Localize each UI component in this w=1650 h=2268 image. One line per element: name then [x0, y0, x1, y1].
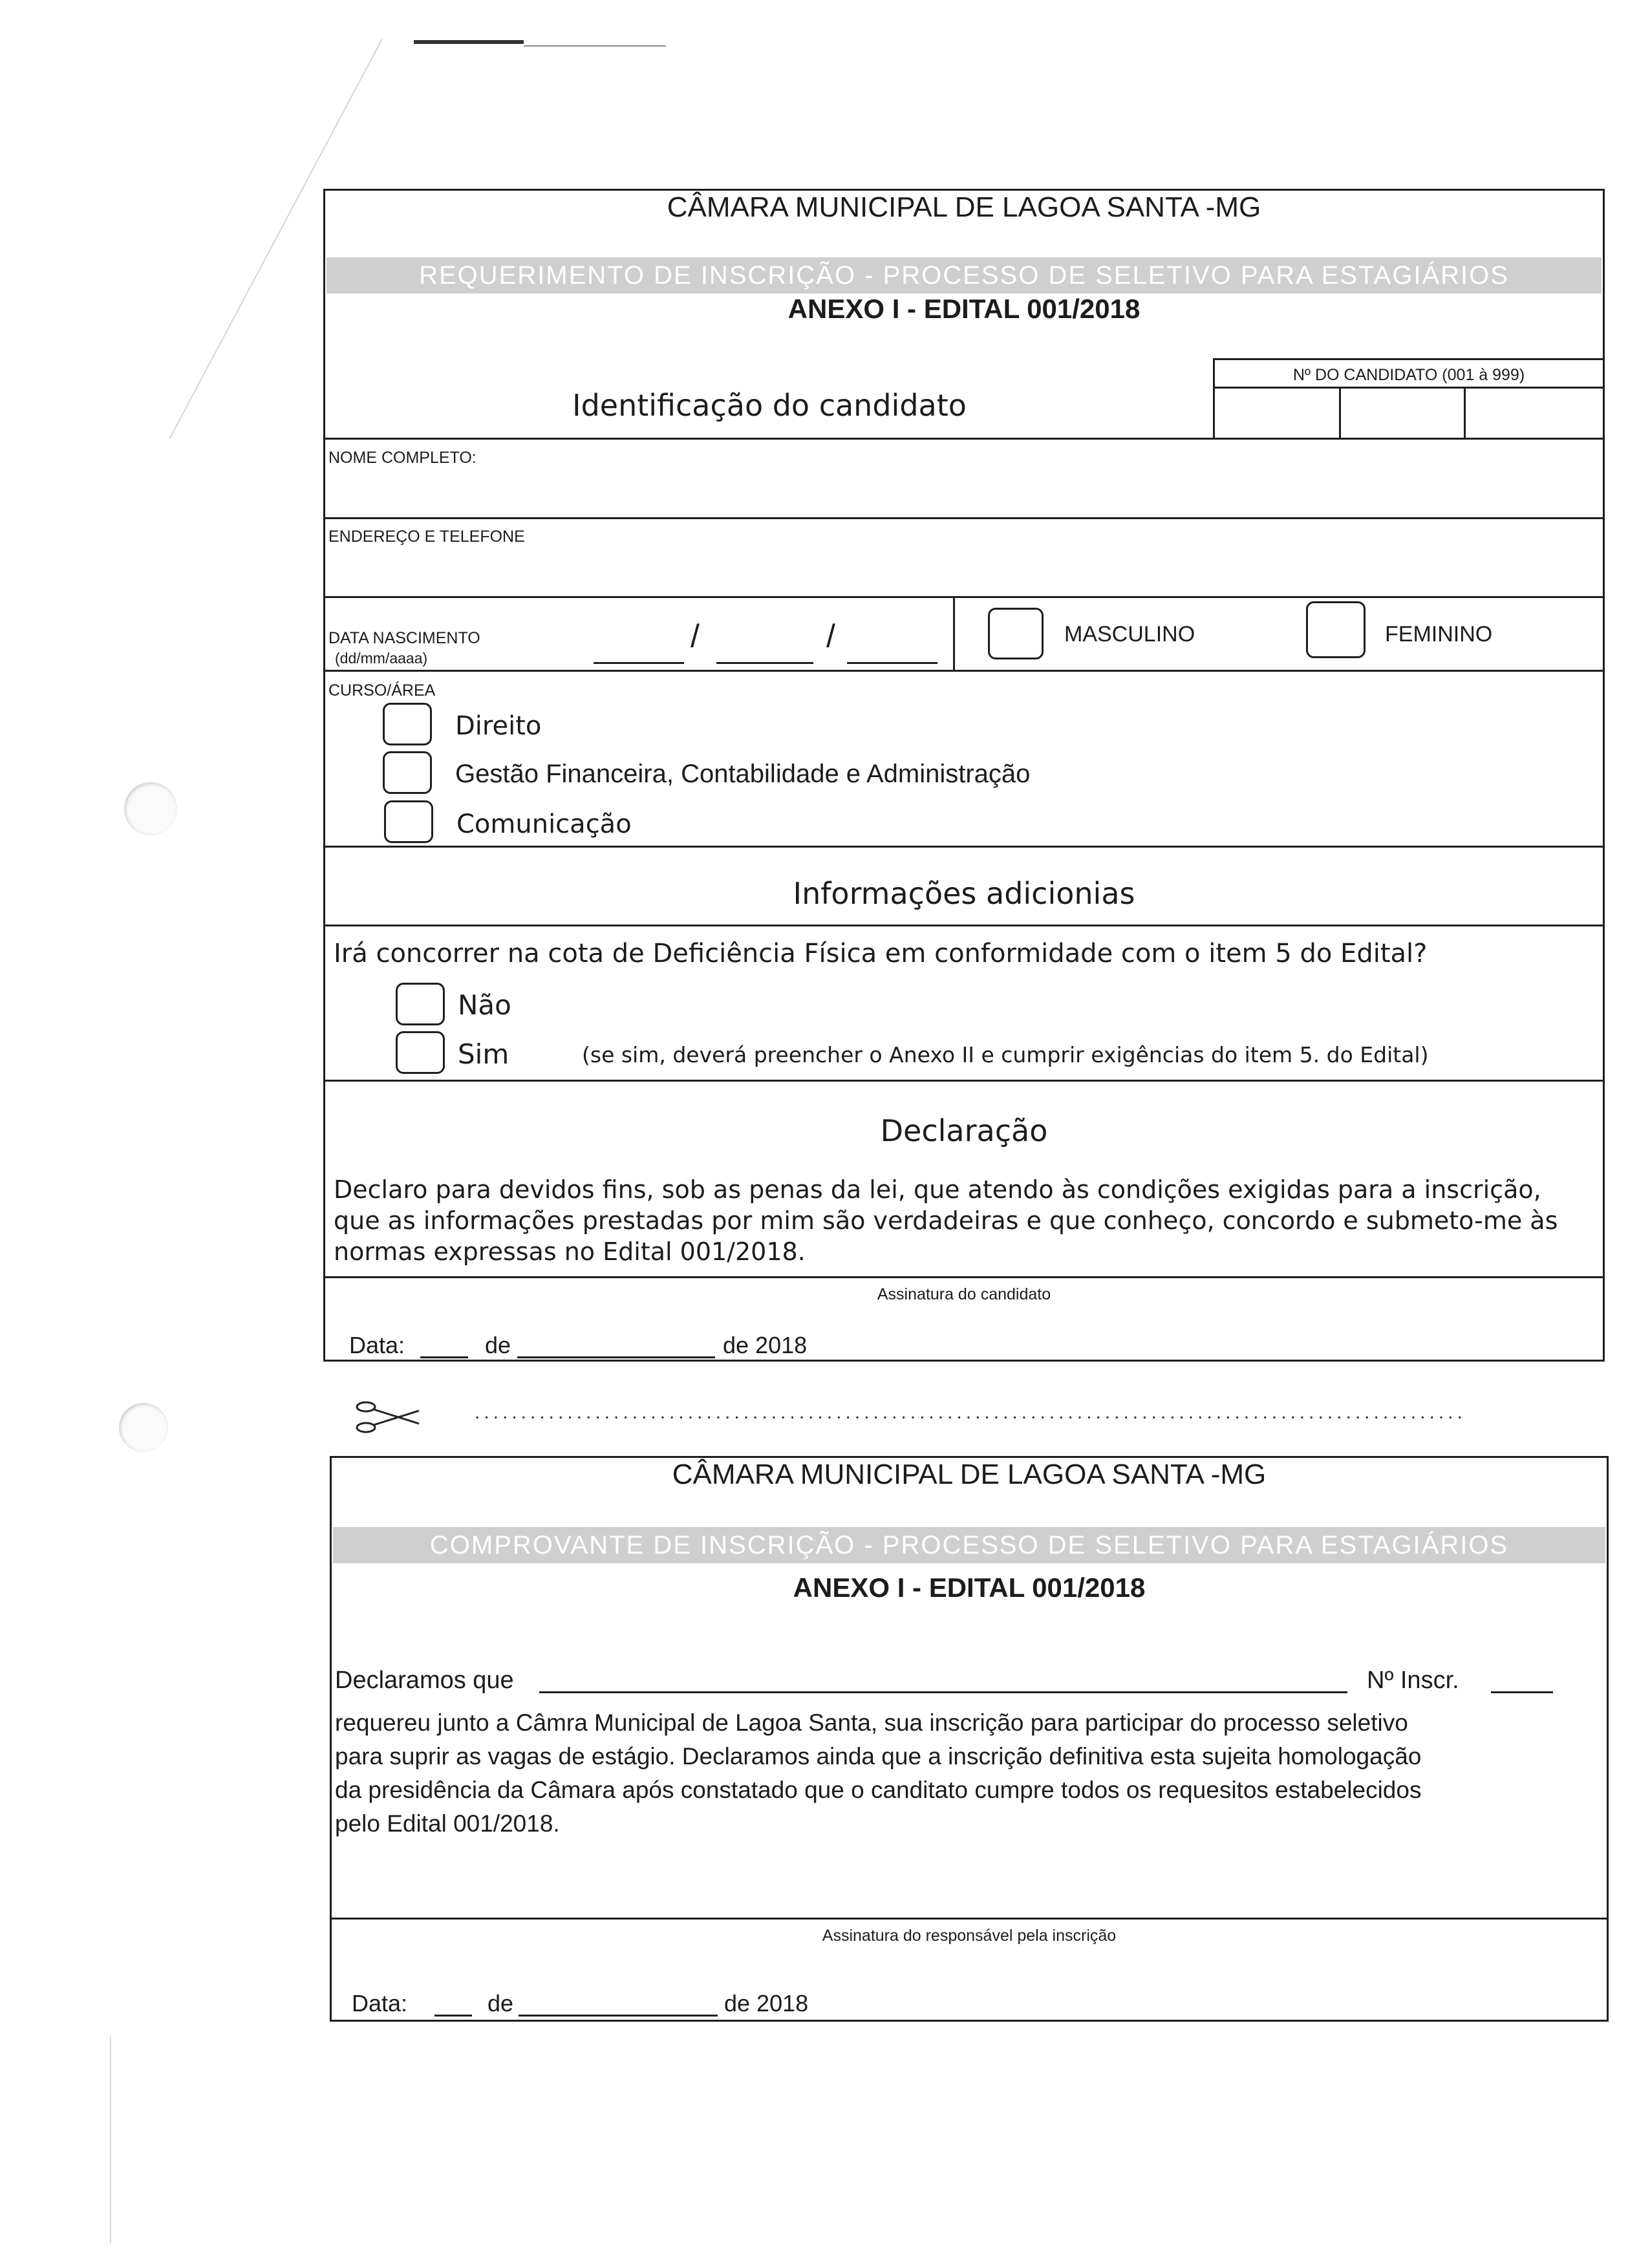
receipt-text-line: requereu junto a Câmra Municipal de Lagoa Santa, sua inscrição para participar do processo seletivo — [335, 1709, 1408, 1736]
form2-annex-title: ANEXO I - EDITAL 001/2018 — [793, 1572, 1146, 1603]
date-separator: / — [826, 618, 835, 654]
quota-no-checkbox[interactable] — [396, 983, 445, 1025]
birth-date-format: (dd/mm/aaaa) — [335, 650, 428, 667]
course-area-label: CURSO/ÁREA — [328, 681, 436, 700]
candidate-signature-label: Assinatura do candidato — [877, 1285, 1051, 1303]
inscription-number-field[interactable] — [1491, 1691, 1553, 1693]
punch-hole — [124, 782, 177, 835]
quota-yes-label: Sim — [458, 1038, 509, 1070]
receipt-text-line: da presidência da Câmara após constatado que o canditato cumpre todos os requesitos estabelecidos — [335, 1777, 1422, 1803]
date-separator: / — [691, 618, 700, 654]
declaration-text-line: Declaro para devidos fins, sob as penas da lei, que atendo às condições exigidas para a inscrição, — [334, 1175, 1541, 1204]
scan-mark — [414, 40, 524, 44]
form1-date-label: Data: — [349, 1332, 405, 1358]
course-checkbox-law[interactable] — [383, 703, 432, 745]
form2-date-label: Data: — [352, 1990, 408, 2017]
form1-date-of: de — [485, 1332, 511, 1358]
punch-hole — [119, 1403, 168, 1452]
form2-header: CÂMARA MUNICIPAL DE LAGOA SANTA -MG — [672, 1459, 1267, 1490]
declaration-section-title: Declaração — [880, 1113, 1048, 1148]
form1-date-day-field[interactable] — [420, 1356, 468, 1358]
quota-no-label: Não — [458, 989, 511, 1021]
form2-date-day-field[interactable] — [434, 2015, 472, 2017]
birth-day-field[interactable] — [594, 662, 684, 664]
candidate-number-digit-3[interactable] — [1466, 389, 1603, 438]
candidate-number-digit-2[interactable] — [1341, 389, 1462, 438]
full-name-field[interactable] — [517, 443, 1597, 514]
candidate-signature-field[interactable] — [711, 1280, 1228, 1306]
course-option-law: Direito — [455, 711, 542, 741]
birth-month-field[interactable] — [716, 662, 813, 664]
responsible-signature-label: Assinatura do responsável pela inscrição — [822, 1927, 1117, 1945]
form1-annex-title: ANEXO I - EDITAL 001/2018 — [788, 294, 1141, 324]
declare-prefix: Declaramos que — [335, 1667, 514, 1694]
inscription-number-label: Nº Inscr. — [1367, 1667, 1459, 1694]
additional-info-section-title: Informações adicionias — [793, 876, 1135, 911]
course-checkbox-finance[interactable] — [383, 751, 432, 794]
address-phone-label: ENDEREÇO E TELEFONE — [328, 528, 525, 546]
declaration-text-line: que as informações prestadas por mim são verdadeiras e que conheço, concordo e submeto-me às — [334, 1206, 1558, 1235]
form1-date-year: de 2018 — [723, 1332, 808, 1358]
candidate-name-field[interactable] — [539, 1691, 1347, 1693]
receipt-text-line: para suprir as vagas de estágio. Declaramos ainda que a inscrição definitiva esta sujeita homologação — [335, 1743, 1422, 1770]
candidate-number-label: Nº DO CANDIDATO (001 à 999) — [1292, 366, 1525, 384]
form2-banner: COMPROVANTE DE INSCRIÇÃO - PROCESSO DE SELETIVO PARA ESTAGIÁRIOS — [333, 1527, 1605, 1563]
birth-date-label: DATA NASCIMENTO — [328, 629, 480, 647]
paper-edge — [110, 2037, 111, 2243]
female-checkbox[interactable] — [1306, 601, 1366, 658]
receipt-text-line: pelo Edital 001/2018. — [335, 1810, 560, 1837]
form2-date-month-field[interactable] — [519, 2015, 718, 2017]
address-phone-field[interactable] — [550, 522, 1597, 594]
quota-question: Irá concorrer na cota de Deficiência Física em conformidade com o item 5 do Edital? — [334, 939, 1428, 968]
form1-header: CÂMARA MUNICIPAL DE LAGOA SANTA -MG — [667, 191, 1261, 223]
male-label: MASCULINO — [1064, 622, 1195, 647]
course-option-finance: Gestão Financeira, Contabilidade e Administração — [455, 760, 1031, 788]
responsible-signature-field[interactable] — [711, 1921, 1228, 1947]
course-checkbox-communication[interactable] — [384, 800, 433, 843]
course-option-communication: Comunicação — [456, 809, 632, 839]
form1-banner: REQUERIMENTO DE INSCRIÇÃO - PROCESSO DE SELETIVO PARA ESTAGIÁRIOS — [327, 257, 1602, 294]
scan-mark — [524, 45, 666, 47]
candidate-number-digit-1[interactable] — [1215, 389, 1338, 438]
form2-date-year: de 2018 — [724, 1990, 809, 2017]
male-checkbox[interactable] — [988, 608, 1044, 659]
cut-line: ........................................................................................................... — [475, 1402, 1466, 1423]
female-label: FEMININO — [1385, 622, 1493, 647]
declaration-text-line: normas expressas no Edital 001/2018. — [334, 1237, 806, 1266]
full-name-label: NOME COMPLETO: — [328, 449, 477, 467]
form1-date-month-field[interactable] — [517, 1356, 715, 1358]
identification-section-title: Identificação do candidato — [572, 388, 967, 423]
birth-year-field[interactable] — [847, 662, 938, 664]
quota-yes-checkbox[interactable] — [396, 1031, 445, 1074]
scissors-icon — [354, 1398, 422, 1438]
quota-yes-note: (se sim, deverá preencher o Anexo II e cumprir exigências do item 5. do Edital) — [582, 1042, 1429, 1067]
form2-date-of: de — [488, 1990, 514, 2017]
